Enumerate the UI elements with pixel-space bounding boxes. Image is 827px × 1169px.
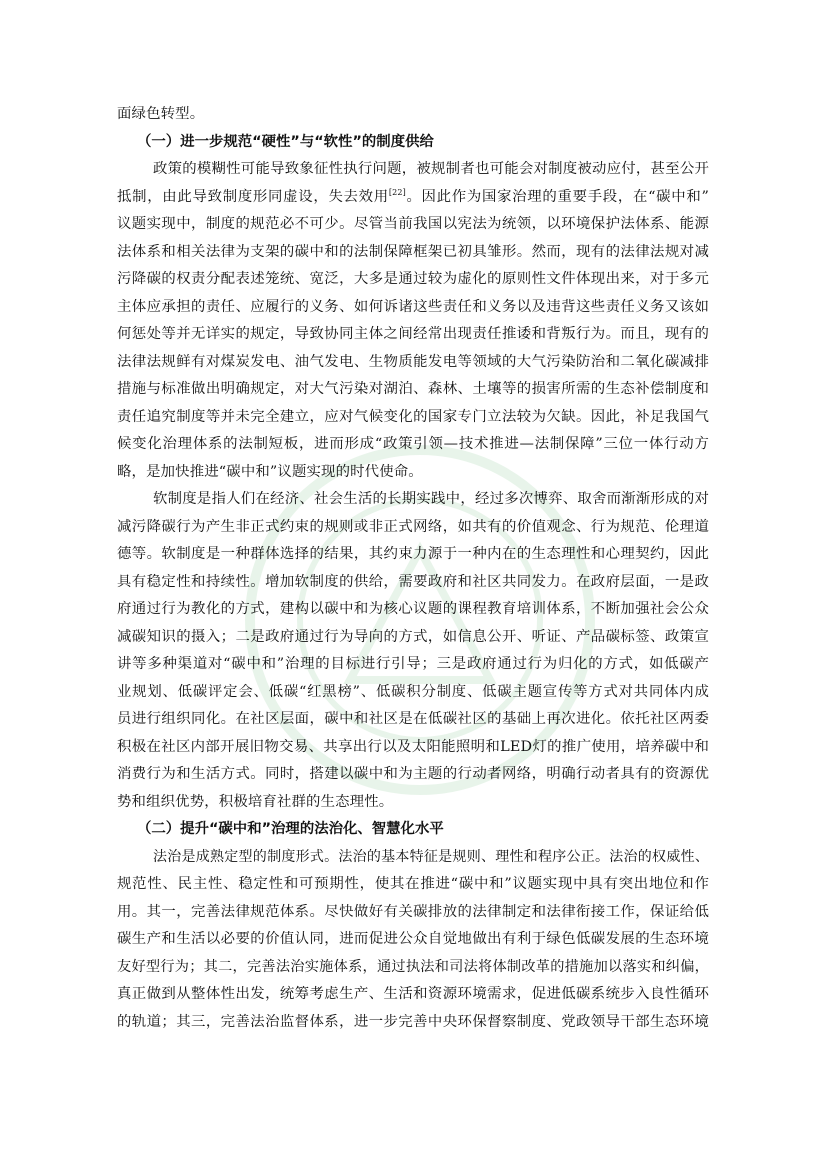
text-line: 政策的模糊性可能导致象征性执行问题，被规制者也可能会对制度被动应付，甚至公开 (153, 161, 709, 177)
line-end: 。因此作为国家治理的重要手段，在“碳中和” (405, 188, 709, 205)
text-line: 法律法规鲜有对煤炭发电、油气发电、生物质能发电等领域的大气污染防治和二氧化碳减排 (117, 353, 709, 370)
citation-ref: [22] (388, 187, 406, 197)
text-line: 责任追究制度等并未完全建立，应对气候变化的国家专门立法较为欠缺。因此，补足我国气 (117, 408, 709, 425)
section-heading: （二）提升“碳中和”治理的法治化、智慧化水平 (137, 821, 444, 837)
section-heading: （一）进一步规范“硬性”与“软性”的制度供给 (137, 133, 434, 150)
text-line: 面绿色转型。 (117, 106, 205, 122)
text-line: 真正做到从整体性出发，统筹考虑生产、生活和资源环境需求，促进低碳系统步入良性循环 (117, 986, 709, 1002)
text-line: 候变化治理体系的法制短板，进而形成“政策引领—技术推进—法制保障”三位一体行动方 (117, 436, 709, 452)
text-line: 法体系和相关法律为支架的碳中和的法制保障框架已初具雏形。然而，现有的法律法规对减 (117, 243, 709, 260)
text-line: 具有稳定性和持续性。增加软制度的供给，需要政府和社区共同发力。在政府层面，一是政 (117, 573, 709, 590)
text-line: 软制度是指人们在经济、社会生活的长期实践中，经过多次博弈、取舍而渐渐形成的对 (153, 491, 709, 507)
text-line: 用。其一，完善法律规范体系。尽快做好有关碳排放的法律制定和法律衔接工作，保证给低 (117, 903, 709, 920)
text-line: 减污降碳行为产生非正式约束的规则或非正式网络，如共有的价值观念、行为规范、伦理道 (117, 518, 709, 535)
text-line: 府通过行为教化的方式，建构以碳中和为核心议题的课程教育培训体系，不断加强社会公众 (117, 601, 709, 617)
line-start: 抵制，由此导致制度形同虚设，失去效用 (117, 188, 389, 205)
text-line: 势和组织优势，积极培育社群的生态理性。 (117, 793, 394, 810)
text-line: 消费行为和生活方式。同时，搭建以碳中和为主题的行动者网络，明确行动者具有的资源优 (117, 766, 709, 782)
text-line: 碳生产和生活以必要的价值认同，进而促进公众自觉地做出有利于绿色低碳发展的生态环境 (117, 931, 709, 947)
text-line: 友好型行为；其二，完善法治实施体系，通过执法和司法将体制改革的措施加以落实和纠偏， (117, 958, 709, 975)
text-line: 议题实现中，制度的规范必不可少。尽管当前我国以宪法为统领，以环境保护法体系、能源 (117, 216, 709, 232)
text-line-with-citation (117, 184, 709, 212)
text-line: 员进行组织同化。在社区层面，碳中和社区是在低碳社区的基础上再次进化。依托社区两委 (117, 711, 709, 727)
text-line: 规范性、民主性、稳定性和可预期性，使其在推进“碳中和”议题实现中具有突出地位和作 (117, 876, 709, 892)
text-line: 德等。软制度是一种群体选择的结果，其约束力源于一种内在的生态理性和心理契约，因此 (117, 546, 709, 562)
text-line: 积极在社区内部开展旧物交易、共享出行以及太阳能照明和LED灯的推广使用，培养碳中和 (117, 738, 709, 755)
text-line: 法治是成熟定型的制度形式。法治的基本特征是规则、理性和程序公正。法治的权威性、 (153, 848, 709, 865)
text-line: 略，是加快推进“碳中和”议题实现的时代使命。 (117, 463, 423, 480)
body-text (117, 101, 709, 1036)
text-line: 业规划、低碳评定会、低碳“红黑榜”、低碳积分制度、低碳主题宣传等方式对共同体内成 (117, 683, 709, 700)
text-line: 讲等多种渠道对“碳中和”治理的目标进行引导；三是政府通过行为归化的方式，如低碳产 (117, 656, 709, 672)
text-line: 减碳知识的摄入；二是政府通过行为导向的方式，如信息公开、听证、产品碳标签、政策宣 (117, 628, 709, 645)
text-line: 主体应承担的责任、应履行的义务、如何诉诸这些责任和义务以及违背这些责任义务又该如 (117, 298, 709, 315)
text-line: 的轨道；其三，完善法治监督体系，进一步完善中央环保督察制度、党政领导干部生态环境 (117, 1013, 709, 1030)
text-line: 污降碳的权责分配表述笼统、宽泛，大多是通过较为虚化的原则性文件体现出来，对于多元 (117, 271, 709, 287)
text-line: 措施与标准做出明确规定，对大气污染对湖泊、森林、土壤等的损害所需的生态补偿制度和 (117, 381, 709, 397)
text-line: 何惩处等并无详实的规定，导致协同主体之间经常出现责任推诿和背叛行为。而且，现有的 (117, 326, 709, 342)
